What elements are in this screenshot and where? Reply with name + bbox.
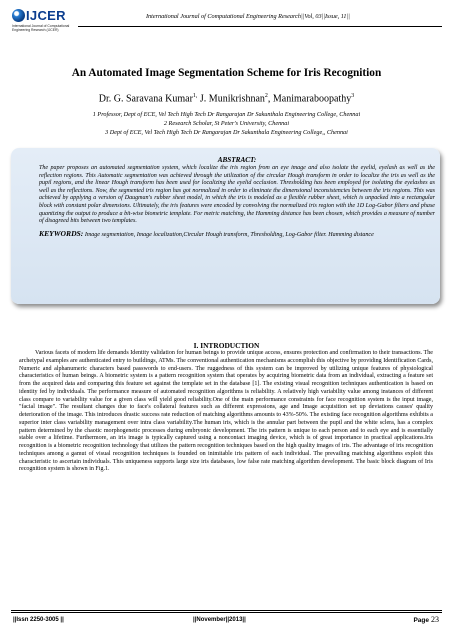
affiliation-3: 3 Dept of ECE, Vel Tech High Tech Dr Rangarajan Dr Sakunthala Engineering College,, Chennai [105, 129, 348, 136]
author-1: Dr. G. Saravana Kumar [98, 93, 193, 105]
author-2-affil: 2 [264, 93, 268, 99]
journal-header: International Journal of Computational Engineering Research||Vol, 03||Issue, 11|| [146, 13, 350, 20]
introduction-text: Various facets of modern life demands Identity validation for human beings to provide unique access, ensures protection and confirmation to their transactions. The archetypal examples are authenticated entry to buildings, ATMs. The conventional authentication mechanisms accomplish this objective by providing Identification Cards, Numeric and alphanumeric characters based passwords to end-users. The ruggedness of this system can be improved by utilizing unique features of physiological characteristics of human beings. A biometric system is a pattern recognition system that operates by acquiring biometric data from an individual, extracting a feature set from the acquired data and comparing this feature set against the template set in the database [1]. The existing visual recognition techniques authentication is based on identity fed by individuals. The performance measure of automated recognition algorithms is reliability. A relatively high variability value among instances of different class compare to variability value for a given class will yield good reliability.One of the main performance constraints for face recognition system is the input image, "facial image". The resultant changes due to face's collateral features such as different expressions, age and Image acquisition set up deviations causes' quality deterioration of the image. This introduces drastic success rate reduction of matching algorithms amounts to 43%-50%. The existing face recognition algorithms exhibits a superior inter class variability management over intra class variability.The human iris, which is the annular part between the pupil and the white sclera, has a complex pattern determined by the chaotic morphogenetic processes during embryonic development. The iris pattern is unique to each person and to each eye and is essentially stable over a lifetime. Furthermore, an iris image is typically captured using a noncontact imaging device, which is of great importance in practical applications.Iris recognition is a biometric recognition technology that utilizes the pattern recognition techniques based on the high quality images of iris. The advantage of iris recognition techniques among a gamut of visual recognition techniques is founded on inimitable iris pattern of each individual. The prevailing matching algorithms exploit this characteristic to ascertain individuals. This uniqueness supports large size iris databases, low false rate matching algorithm development. The basic block diagram of Iris recognition system is shown in Fig.1. [19, 350, 433, 473]
author-3: , Manimaraboopathy [267, 93, 352, 105]
page-number: 23 [431, 615, 439, 624]
footer-page [413, 615, 439, 624]
footer-divider [11, 610, 442, 611]
keywords-text: Image segmentation, Image localization,Circular Hough transform, Thresholding, Log-Gabor filter. Hamming distance [84, 231, 374, 238]
author-line [20, 93, 433, 104]
abstract-box [11, 148, 440, 304]
journal-logo [12, 9, 74, 43]
page-label: Page [413, 617, 429, 624]
section-heading: I. INTRODUCTION [193, 341, 260, 350]
abstract-heading: ABSTRACT: [217, 156, 257, 164]
footer-divider-2 [11, 612, 442, 613]
abstract-content [39, 156, 435, 239]
affiliation-2: 2 Research Scholar, St Peter's University, Chennai [163, 120, 290, 127]
footer-date: ||November||2013|| [193, 617, 246, 623]
author-2: J. Munikrishnan [197, 93, 265, 105]
author-1-affil: 1, [192, 93, 198, 99]
logo-text: IJCER [26, 8, 66, 23]
author-3-affil: 3 [351, 93, 355, 99]
keywords [39, 230, 435, 239]
logo-subtitle: International Journal of Computational Engineering Research (IJCER) [12, 24, 70, 32]
affiliation-1: 1 Professor, Dept of ECE, Vel Tech High Tech Dr Rangarajan Dr Sakunthala Engineering College, Chennai [92, 111, 361, 118]
abstract-text: The paper proposes an automated segmentation system, which localize the iris region from an eye image and also isolate the eyelid, eyelash as well as the reflection regions. This Automatic segmentation was achieved through the utilization of the circular Hough transform in order to localize the iris as well as the pupil regions, and the linear Hough transform has been used for localizing the eyelid occlusion. Thresholding has been employed for isolating the eyelashes as well as the reflections. Now, the segmented iris region has got normalized in order to eliminate the dimensional inconsistencies between the iris regions. This was achieved by applying a version of Daugman's rubber sheet model, in which the iris is modeled as a flexible rubber sheet, which is unpacked into a rectangular block with constant polar dimensions. Ultimately, the iris features were encoded by convolving the normalized iris region with the 1D Log-Gabor filters and phase quantizing the output to produce a bit-wise biometric template. For metric matching, the Hamming distance has been chosen, which provides a measure of number of disagreed bits between two templates. [39, 165, 435, 225]
keywords-label: KEYWORDS: [39, 228, 84, 238]
footer-issn: ||Issn 2250-3005 || [13, 617, 64, 623]
header-divider [78, 26, 442, 27]
globe-icon [12, 9, 25, 22]
paper-title: An Automated Image Segmentation Scheme for Iris Recognition [71, 67, 382, 79]
